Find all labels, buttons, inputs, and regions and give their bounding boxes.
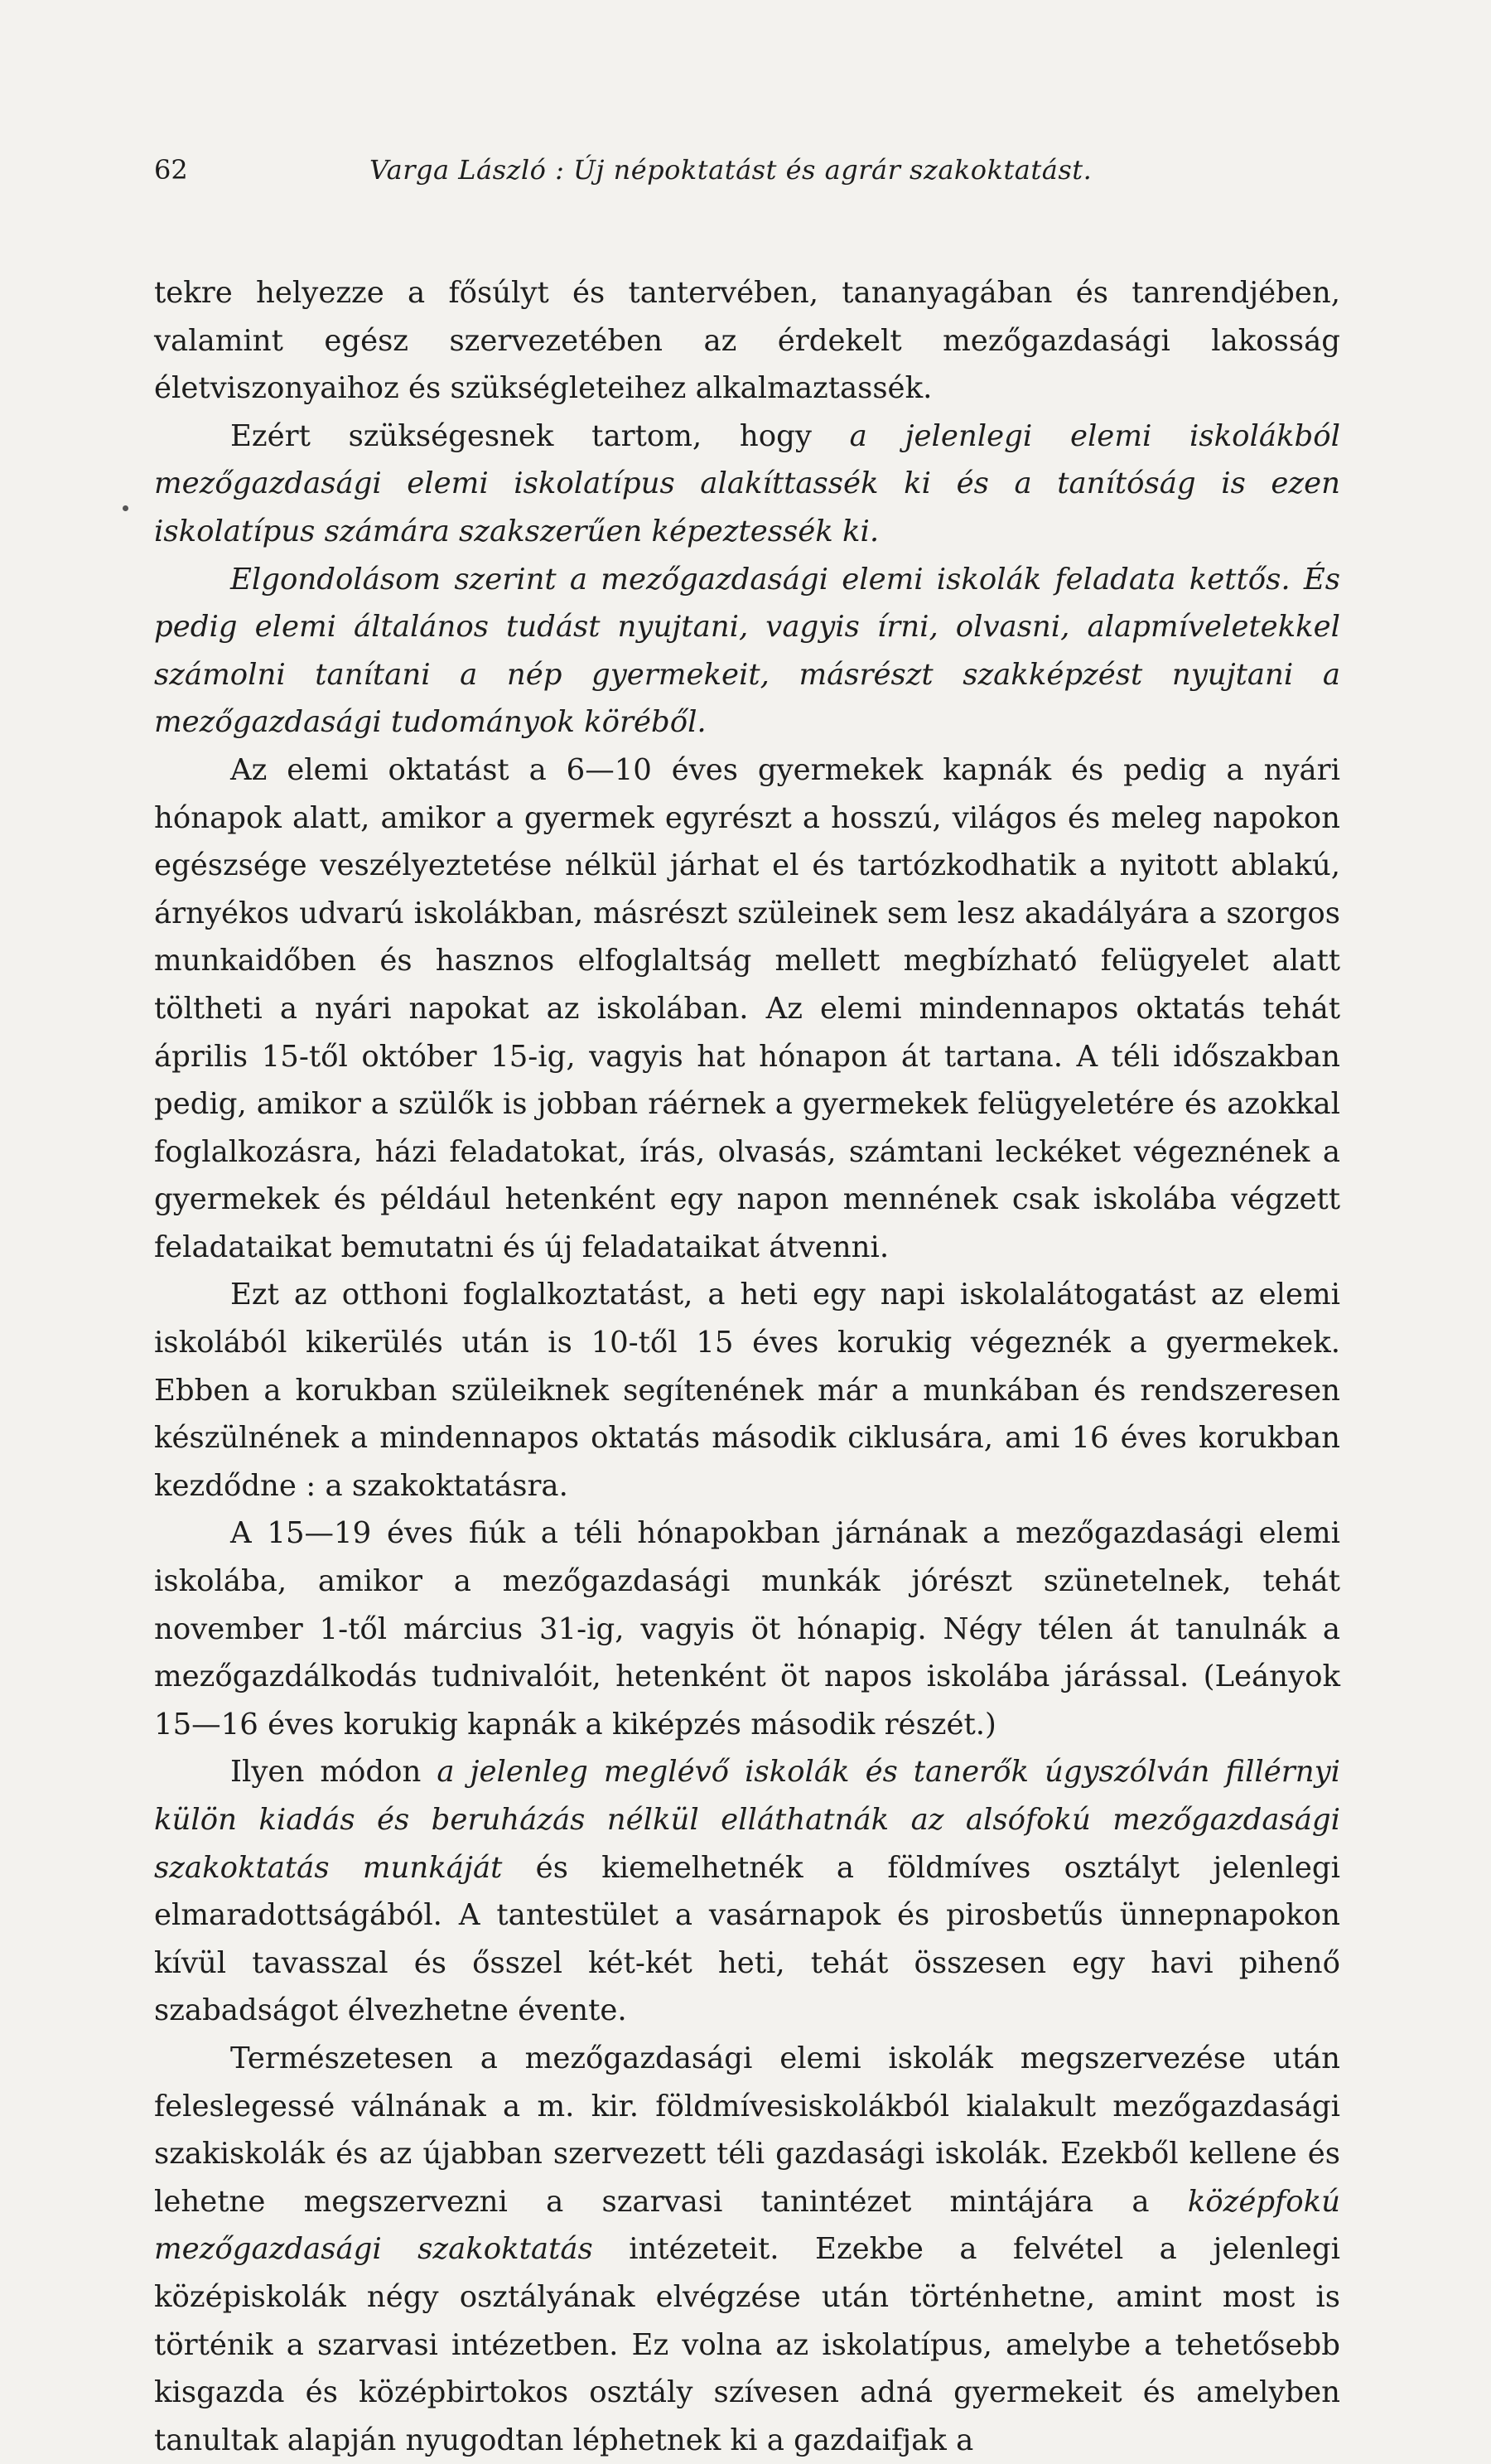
paragraph-text: A 15—19 éves fiúk a téli hónapokban járnának a mezőgazdasági elemi iskolába, amikor a mezőgazdasági munkák jórészt szünetelnek, tehát november 1-től március 31-ig, vagyis öt hónapig. Négy télen át tanulnák a mezőgazdálkodás tudnivalóit, hetenként öt napos iskolába járással. (Leányok 15—16 éves korukig kapnák a kiképzés második részét.) <box>154 1516 1340 1742</box>
paragraph-6 <box>154 1510 1340 1748</box>
paragraph-text: Természetesen a mezőgazdasági elemi iskolák megszervezése után feleslegessé válnának a m. kir. földmívesiskolákból kialakult mezőgazdasági szakiskolák és az újabban szervezett téli gazdasági iskolák. Ezekből kellene és lehetne megszervezni a szarvasi tanintézet mintájára a <box>154 2041 1340 2219</box>
paragraph-8 <box>154 2035 1340 2464</box>
paragraph-text: Ezt az otthoni foglalkoztatást, a heti egy napi iskolalátogatást az elemi iskolából kikerülés után is 10-től 15 éves korukig végeznék a gyermekek. Ebben a korukban szüleiknek segítenének már a munkában és rendszeresen készülnének a mindennapos oktatás második ciklusára, ami 16 éves korukban kezdődne : a szakoktatásra. <box>154 1278 1340 1503</box>
emphasized-text: a jelenleg meglévő iskolák és tanerők úgyszólván fillérnyi külön kiadás és beruházás nélkül elláthatnák az alsófokú mezőgazdasági szakoktatás munkáját <box>154 1755 1341 1885</box>
paragraph-4 <box>154 746 1340 1272</box>
paragraph-5 <box>154 1271 1340 1510</box>
body-text <box>154 269 1340 2464</box>
paragraph-text: és kiemelhetnék a földmíves osztályt jelenlegi elmaradottságából. A tantestület a vasárnapok és pirosbetűs ünnepnapokon kívül tavasszal és ősszel két-két heti, tehát összesen egy havi pihenő szabadságot élvezhetne évente. <box>154 1850 1340 2028</box>
paragraph-text: Az elemi oktatást a 6—10 éves gyermekek kapnák és pedig a nyári hónapok alatt, amikor a gyermek egyrészt a hosszú, világos és meleg napokon egészsége veszélyeztetése nélkül járhat el és tartózkodhatik a nyitott ablakú, árnyékos udvarú iskolákban, másrészt szüleinek sem lesz akadályára a szorgos munkaidőben és hasznos elfoglaltság mellett megbízható felügyelet alatt töltheti a nyári napokat az iskolában. Az elemi mindennapos oktatás tehát április 15-től október 15-ig, vagyis hat hónapon át tartana. A téli időszakban pedig, amikor a szülők is jobban ráérnek a gyermekek felügyeletére és azokkal foglalkozásra, házi feladatokat, írás, olvasás, számtani leckéket végeznének a gyermekek és például hetenként egy napon mennének csak iskolába végzett feladataikat bemutatni és új feladataikat átvenni. <box>154 752 1340 1264</box>
margin-mark <box>123 505 128 511</box>
emphasized-text: a jelenlegi elemi iskolákból mezőgazdasági elemi iskolatípus alakíttassék ki és a tanítóság is ezen iskolatípus számára szakszerűen képeztessék ki. <box>154 418 1340 548</box>
emphasized-text: Elgondolásom szerint a mezőgazdasági elemi iskolák feladata kettős. És pedig elemi általános tudást nyujtani, vagyis írni, olvasni, alapmíveletekkel számolni tanítani a nép gyermekeit, másrészt szakképzést nyujtani a mezőgazdasági tudományok köréből. <box>154 562 1340 740</box>
paragraph-text: intézeteit. Ezekbe a felvétel a jelenlegi középiskolák négy osztályának elvégzése után történhetne, amint most is történik a szarvasi intézetben. Ez volna az iskolatípus, amelybe a tehetősebb kisgazda és középbirtokos osztály szívesen adná gyermekeit és amelyben tanultak alapján nyugodtan léphetnek ki a gazdaifjak a <box>154 2232 1341 2457</box>
paragraph-3 <box>154 556 1340 746</box>
running-title: Varga László : Új népoktatást és agrár szakoktatást. <box>369 154 1093 186</box>
paragraph-1 <box>154 269 1340 413</box>
emphasized-text: középfokú mezőgazdasági szakoktatás <box>154 2184 1340 2267</box>
paragraph-text: Ilyen módon <box>230 1755 437 1790</box>
paragraph-7 <box>154 1748 1340 2035</box>
running-header <box>154 149 1339 191</box>
paragraph-text: Ezért szükségesnek tartom, hogy <box>230 418 850 453</box>
paragraph-2 <box>154 413 1340 556</box>
page-number: 62 <box>154 154 188 186</box>
paragraph-text: tekre helyezze a fősúlyt és tantervében, tananyagában és tanrendjében, valamint egész szervezetében az érdekelt mezőgazdasági lakosság életviszonyaihoz és szükségleteihez alkalmaztassék. <box>154 276 1340 406</box>
